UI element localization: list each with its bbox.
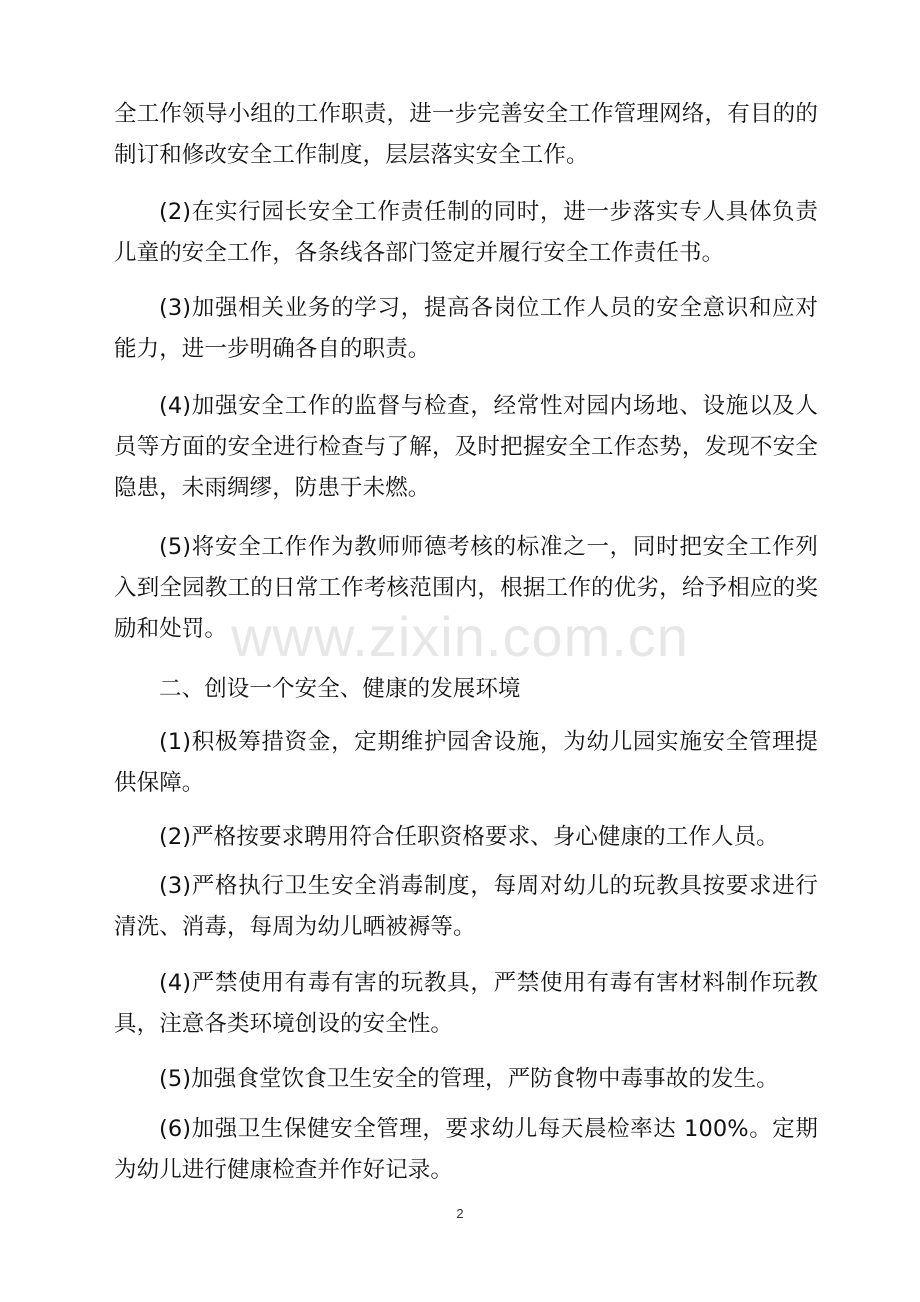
paragraph-item-3: (3)加强相关业务的学习，提高各岗位工作人员的安全意识和应对能力，进一步明确各自的职责。 bbox=[114, 295, 818, 362]
paragraph-env-5: (5)加强食堂饮食卫生安全的管理，严防食物中毒事故的发生。 bbox=[159, 1066, 779, 1092]
paragraph-env-2: (2)严格按要求聘用符合任职资格要求、身心健康的工作人员。 bbox=[159, 824, 779, 850]
paragraph-item-5: (5)将安全工作作为教师师德考核的标准之一，同时把安全工作列入到全园教工的日常工作考核范围内，根据工作的优劣，给予相应的奖励和处罚。 bbox=[114, 534, 818, 642]
page-number: 2 bbox=[456, 1206, 464, 1221]
section-heading: 二、创设一个安全、健康的发展环境 bbox=[159, 676, 521, 702]
paragraph-item-4: (4)加强安全工作的监督与检查，经常性对园内场地、设施以及人员等方面的安全进行检查与了解，及时把握安全工作态势，发现不安全隐患，未雨绸缪，防患于未燃。 bbox=[114, 393, 818, 501]
watermark: www.zixin.com.cn bbox=[231, 605, 689, 668]
paragraph-env-4: (4)严禁使用有毒有害的玩教具，严禁使用有毒有害材料制作玩教具，注意各类环境创设的安全性。 bbox=[114, 970, 818, 1037]
paragraph-env-3: (3)严格执行卫生安全消毒制度，每周对幼儿的玩教具按要求进行清洗、消毒，每周为幼儿晒被褥等。 bbox=[114, 873, 818, 940]
paragraph-item-2: (2)在实行园长安全工作责任制的同时，进一步落实专人具体负责儿童的安全工作，各条线各部门签定并履行安全工作责任书。 bbox=[114, 199, 818, 266]
paragraph-env-1: (1)积极筹措资金，定期维护园舍设施，为幼儿园实施安全管理提供保障。 bbox=[114, 729, 818, 796]
paragraph-continuation: 全工作领导小组的工作职责，进一步完善安全工作管理网络，有目的的制订和修改安全工作制度，层层落实安全工作。 bbox=[114, 101, 818, 168]
paragraph-env-6: (6)加强卫生保健安全管理，要求幼儿每天晨检率达 100%。定期为幼儿进行健康检查并作好记录。 bbox=[114, 1116, 818, 1183]
